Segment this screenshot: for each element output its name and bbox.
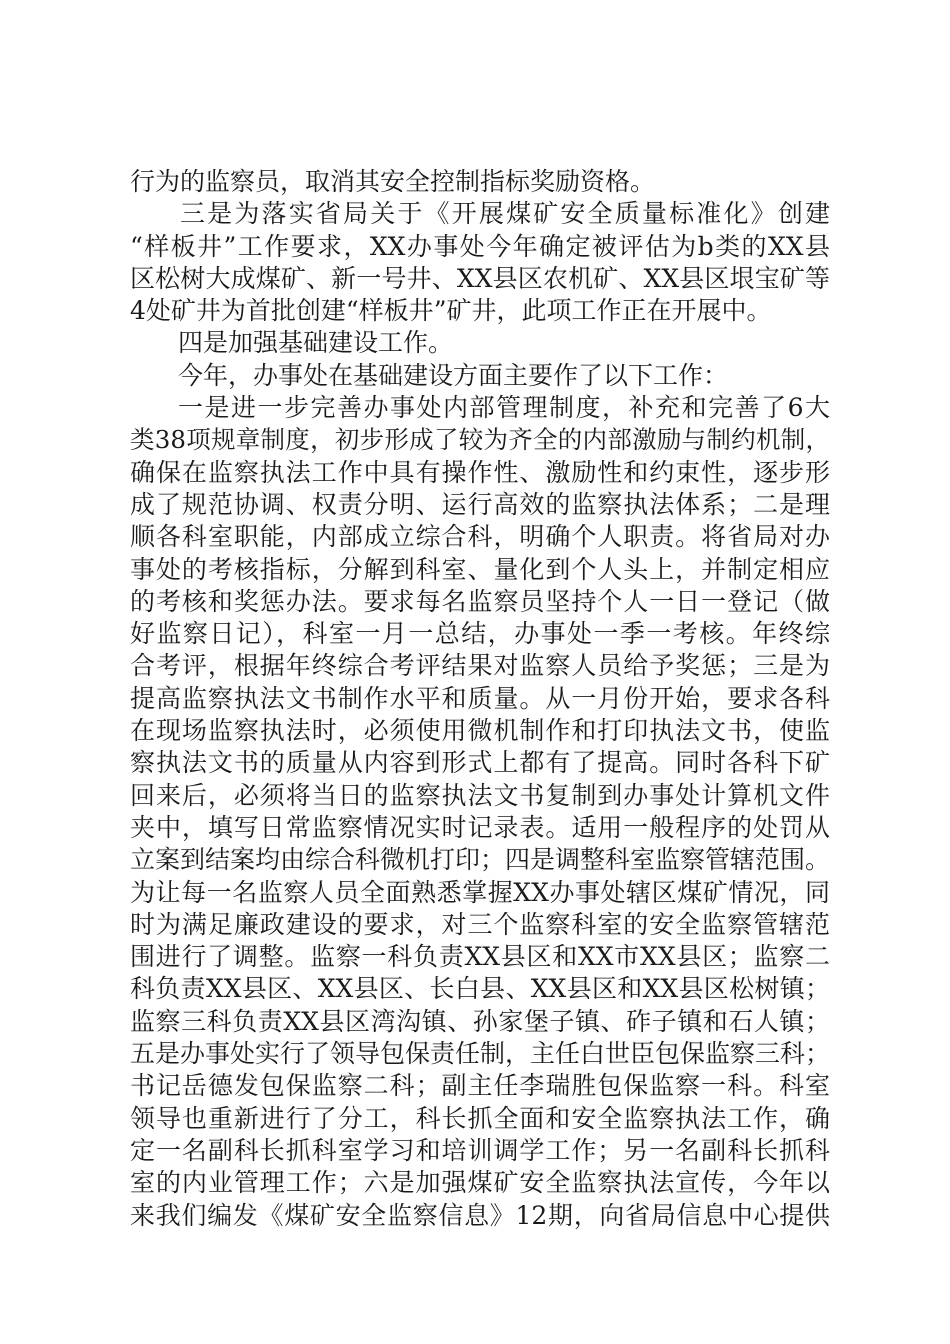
text-line: 为让每一名监察人员全面熟悉掌握XX办事处辖区煤矿情况，同 <box>130 877 830 907</box>
document-body <box>130 166 830 1232</box>
text-line: 事处的考核指标，分解到科室、量化到个人头上，并制定相应 <box>130 554 830 584</box>
text-line: 一是进一步完善办事处内部管理制度，补充和完善了6大 <box>178 393 830 423</box>
text-line: 室的内业管理工作；六是加强煤矿安全监察执法宣传，今年以 <box>130 1168 830 1198</box>
text-line: 夹中，填写日常监察情况实时记录表。适用一般程序的处罚从 <box>130 812 830 842</box>
text-line: 回来后，必须将当日的监察执法文书复制到办事处计算机文件 <box>130 780 830 810</box>
text-line: 的考核和奖惩办法。要求每名监察员坚持个人一日一登记（做 <box>130 586 830 616</box>
text-line: “样板井”工作要求，XX办事处今年确定被评估为b类的XX县 <box>130 231 830 261</box>
text-line: 领导也重新进行了分工，科长抓全面和安全监察执法工作，确 <box>130 1103 830 1133</box>
text-line: 科负责XX县区、XX县区、长白县、XX县区和XX县区松树镇； <box>130 974 830 1004</box>
text-line: 顺各科室职能，内部成立综合科，明确个人职责。将省局对办 <box>130 522 830 552</box>
text-line: 行为的监察员，取消其安全控制指标奖励资格。 <box>130 167 656 196</box>
text-line: 4处矿井为首批创建“样板井”矿井，此项工作正在开展中。 <box>130 296 772 326</box>
text-line: 五是办事处实行了领导包保责任制，主任白世臣包保监察三科； <box>130 1039 831 1069</box>
text-line: 好监察日记），科室一月一总结，办事处一季一考核。年终综 <box>130 619 830 649</box>
text-line: 围进行了调整。监察一科负责XX县区和XX市XX县区；监察二 <box>130 942 830 972</box>
text-line: 在现场监察执法时，必须使用微机制作和打印执法文书，使监 <box>130 716 830 746</box>
text-line: 今年，办事处在基础建设方面主要作了以下工作： <box>178 360 729 390</box>
text-line: 察执法文书的质量从内容到形式上都有了提高。同时各科下矿 <box>130 748 830 778</box>
text-line: 立案到结案均由综合科微机打印；四是调整科室监察管辖范围。 <box>130 845 831 875</box>
text-line: 时为满足廉政建设的要求，对三个监察科室的安全监察管辖范 <box>130 909 830 939</box>
text-line: 书记岳德发包保监察二科；副主任李瑞胜包保监察一科。科室 <box>130 1071 830 1101</box>
text-line: 四是加强基础建设工作。 <box>178 328 454 358</box>
text-line: 来我们编发《煤矿安全监察信息》12期，向省局信息中心提供 <box>130 1200 830 1230</box>
text-line: 区松树大成煤矿、新一号井、XX县区农机矿、XX县区垠宝矿等 <box>130 263 830 293</box>
text-line: 三是为落实省局关于《开展煤矿安全质量标准化》创建 <box>180 199 830 229</box>
text-line: 成了规范协调、权责分明、运行高效的监察执法体系；二是理 <box>130 489 830 519</box>
text-line: 提高监察执法文书制作水平和质量。从一月份开始，要求各科 <box>130 683 830 713</box>
text-line: 定一名副科长抓科室学习和培训调学工作；另一名副科长抓科 <box>130 1135 830 1165</box>
text-line: 合考评，根据年终综合考评结果对监察人员给予奖惩；三是为 <box>130 651 830 681</box>
text-line: 确保在监察执法工作中具有操作性、激励性和约束性，逐步形 <box>130 457 830 487</box>
text-line: 监察三科负责XX县区湾沟镇、孙家堡子镇、砟子镇和石人镇； <box>130 1006 830 1036</box>
text-line: 类38项规章制度，初步形成了较为齐全的内部激励与制约机制， <box>130 425 830 455</box>
